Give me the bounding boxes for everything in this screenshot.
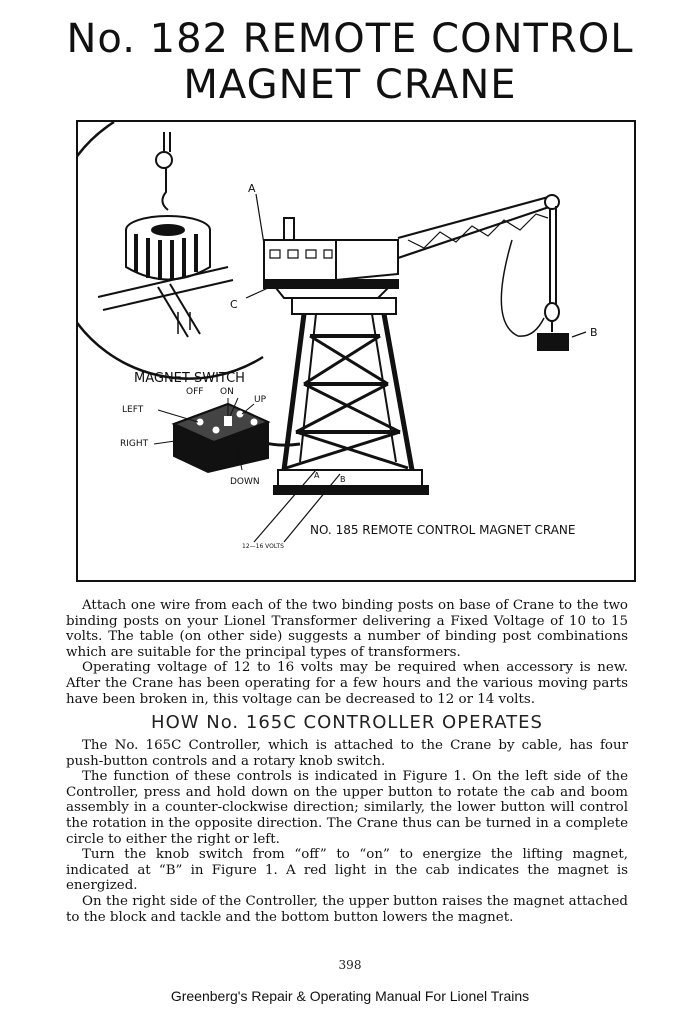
paragraph: Attach one wire from each of the two binding posts on base of Crane to the two binding posts on your Lionel Transformer delivering a Fixed Voltage of 10 to 15 volts. The table (on other side) suggests a number of binding post combinations which are suitable for the principal types of transformers. xyxy=(66,598,628,660)
up-label: UP xyxy=(254,395,267,405)
magnet-b xyxy=(538,303,586,350)
section-heading: HOW No. 165C CONTROLLER OPERATES xyxy=(151,712,543,733)
tower-label-b: B xyxy=(340,475,346,484)
crane-cab xyxy=(264,218,398,298)
paragraph: The function of these controls is indicated in Figure 1. On the left side of the Controller, press and hold down on the upper button to rotate the cab and boom assembly in a counter-clockwise direction; similarly, the lower button will control the rotation in the opposite direction. The Crane thus can be turned in a complete circle to either the right or left. xyxy=(66,769,628,847)
title-line-2: MAGNET CRANE xyxy=(183,62,517,108)
label-c: C xyxy=(230,298,238,311)
crane-boom xyxy=(398,195,559,308)
volts-label: 12—16 VOLTS xyxy=(242,543,284,550)
off-label: OFF xyxy=(186,387,204,397)
magnet-detail xyxy=(126,216,210,280)
down-label: DOWN xyxy=(230,477,260,487)
intro-text xyxy=(66,598,628,707)
page-number: 398 xyxy=(338,958,362,972)
right-label: RIGHT xyxy=(120,439,149,449)
left-label: LEFT xyxy=(122,405,144,415)
label-b: B xyxy=(590,326,598,339)
label-a: A xyxy=(248,182,256,195)
footer-credit: Greenberg's Repair & Operating Manual For Lionel Trains xyxy=(170,988,530,1004)
paragraph: Operating voltage of 12 to 16 volts may be required when accessory is new. After the Crane has been operating for a few hours and the various moving parts have been broken in, this voltage can be decreased to 12 or 14 volts. xyxy=(66,660,628,707)
figure-caption: NO. 185 REMOTE CONTROL MAGNET CRANE xyxy=(310,523,576,537)
controller-box xyxy=(154,398,268,472)
tower-label-a: A xyxy=(314,471,320,480)
crane-illustration xyxy=(78,122,634,580)
on-label: ON xyxy=(220,387,234,397)
paragraph: The No. 165C Controller, which is attached to the Crane by cable, has four push-button controls and a rotary knob switch. xyxy=(66,738,628,769)
paragraph: On the right side of the Controller, the upper button raises the magnet attached to the block and tackle and the bottom button lowers the magnet. xyxy=(66,893,628,925)
crane-figure xyxy=(76,120,636,582)
title-line-1: No. 182 REMOTE CONTROL xyxy=(66,16,634,62)
operations-text xyxy=(66,738,628,925)
magnet-switch-label: MAGNET SWITCH xyxy=(134,371,245,386)
crane-tower xyxy=(274,298,428,494)
paragraph: Turn the knob switch from “off” to “on” to energize the lifting magnet, indicated at “B” in Figure 1. A red light in the cab indicates the magnet is energized. xyxy=(66,847,628,894)
